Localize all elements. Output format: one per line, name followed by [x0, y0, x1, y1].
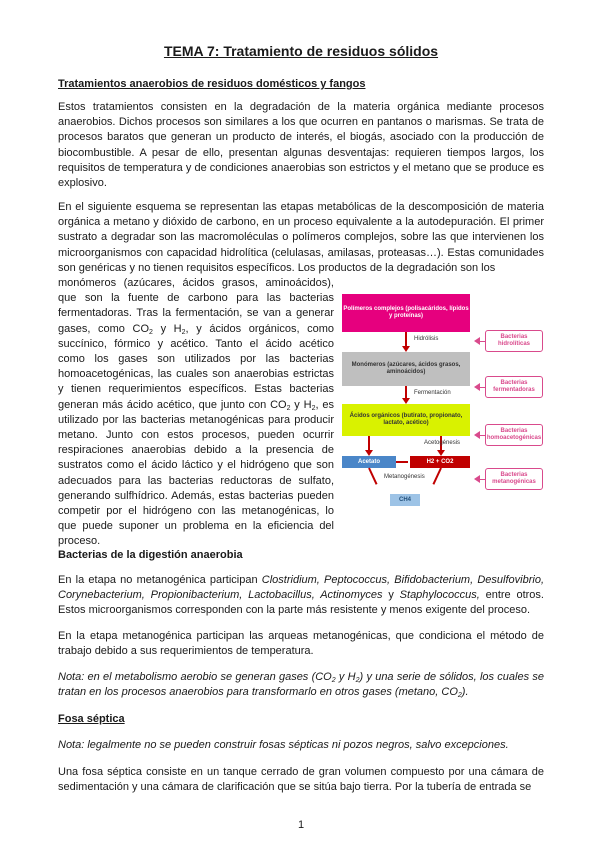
document-page [58, 0, 544, 848]
note-metabolismo: Nota: en el metabolismo aerobio se generan gases ($CO_2$ y $H_2$) y una serie de sólidos, los cuales se tratan en los procesos anaerobios para transformarlo en otros gases (metano, $CO_2$). [58, 671, 544, 700]
label-metanogenesis: Metanogénesis [384, 474, 425, 480]
section-heading-bacterias: Bacterias de la digestión anaerobia [58, 549, 243, 561]
paragraph-intro: Estos tratamientos consisten en la degradación de la materia orgánica mediante procesos anaerobios. Dichos procesos son similares a los que ocurren en pantanos o marismas. Se trata de procesos baratos que generan un producto de interés, el biogás, asociado con la producción de biocombustible. A pesar de ello, presentan algunas desventajas: requieren tiempos largos, los requisitos de temperatura y de condiciones anaerobias son estrictos y el metano que se produce es explosivo. [58, 101, 544, 190]
arrow-line-4b [432, 468, 441, 485]
side-box-metanogenicas: Bacterias metanogénicas [485, 468, 543, 490]
section-heading-tratamientos: Tratamientos anaerobios de residuos domésticos y fangos [58, 78, 366, 90]
box-polimeros: Polímeros complejos (polisacáridos, lípidos y proteínas) [342, 294, 470, 332]
side-line-2 [480, 387, 485, 388]
box-acidos-organicos: Ácidos orgánicos (butirato, propionato, lactato, acético) [342, 404, 470, 436]
side-line-4 [480, 479, 485, 480]
arrow-line-h [396, 461, 408, 463]
side-line-3 [480, 435, 485, 436]
box-monomeros: Monómeros (azúcares, ácidos grasos, aminoácidos) [342, 352, 470, 386]
paragraph-metanogenica: En la etapa metanogénica participan las arqueas metanogénicas, que condiciona el método de trabajo debido a sus requerimientos de temperatura. [58, 630, 544, 658]
paragraph-wrapped: monómeros (azúcares, ácidos grasos, aminoácidos), que son la fuente de carbono para las bacterias fermentadoras. Tras la fermentación, se van a generar gases, como $CO_2$ y $H_2$, y ácidos orgánicos, como succínico, fórmico y acético. Tanto el ácido acético como los gases son utilizados por las bacterias homoacetogénicas, las cuales son anaerobias estrictas y tienen requerimientos específicos. Estas bacterias generan más ácido acético, que junto con $CO_2$ y $H_2$, es utilizado por las bacterias metanogénicas para producir metano. Junto con estos procesos, pueden ocurrir respiraciones anaerobias debido a la presencia de sustratos como el ácido láctico y el hidrógeno que son adecuados para las bacterias reductoras de sulfato, generando sulfhídrico. Además, estas bacterias pueden competir por el hidrógeno con las metanogénicas, lo que puede suponer un problema en la eficiencia del proceso. [58, 277, 335, 548]
paragraph-esquema: En el siguiente esquema se representan las etapas metabólicas de la descomposición de materia orgánica a metano y dióxido de carbono, en un proceso equivalente a la autodepuración. El primer sustrato a degradar son las macromoléculas o polímeros complejos, sobre las que intervienen los microorganismos con capacidad hidrolítica (celulasas, amilasas, proteasas…). Estas comunidades son genéricas y no tienen requisitos específicos. Los productos de la degradación son los [58, 201, 544, 274]
page-title: TEMA 7: Tratamiento de residuos sólidos [163, 43, 439, 59]
box-h2-co2: H2 + CO2 [410, 456, 470, 468]
side-line-1 [480, 341, 485, 342]
anaerobic-digestion-diagram [340, 290, 545, 520]
paragraph-fosa: Una fosa séptica consiste en un tanque cerrado de gran volumen compuesto por una cámara de sedimentación y una cámara de clarificación que se sitúa bajo tierra. Por la tubería de entrada se [58, 766, 544, 794]
note-fosa: Nota: legalmente no se pueden construir fosas sépticas ni pozos negros, salvo excepciones. [58, 739, 509, 751]
side-box-homoacetogenicas: Bacterias homoacetogénicas [485, 424, 543, 446]
arrow-line-4a [368, 468, 377, 485]
side-box-hidroliticas: Bacterias hidrolíticas [485, 330, 543, 352]
page-number: 1 [297, 819, 305, 831]
box-ch4: CH4 [390, 494, 420, 506]
label-acetogenesis: Acetogénesis [424, 440, 461, 446]
section-heading-fosa: Fosa séptica [58, 713, 125, 725]
side-box-fermentadoras: Bacterias fermentadoras [485, 376, 543, 398]
label-hidrolisis: Hidrólisis [414, 336, 439, 342]
paragraph-no-metanogenica: En la etapa no metanogénica participan Clostridium, Peptococcus, Bifidobacterium, Desulfovibrio, Corynebacterium, Propionibacterium, Lactobacillus, Actinomyces y Staphylococcus, entre otros. Estos microorganismos corresponden con la parte más resistente y menos exigente del proceso. [58, 574, 544, 617]
box-acetato: Acetato [342, 456, 396, 468]
label-fermentacion: Fermentación [414, 390, 451, 396]
